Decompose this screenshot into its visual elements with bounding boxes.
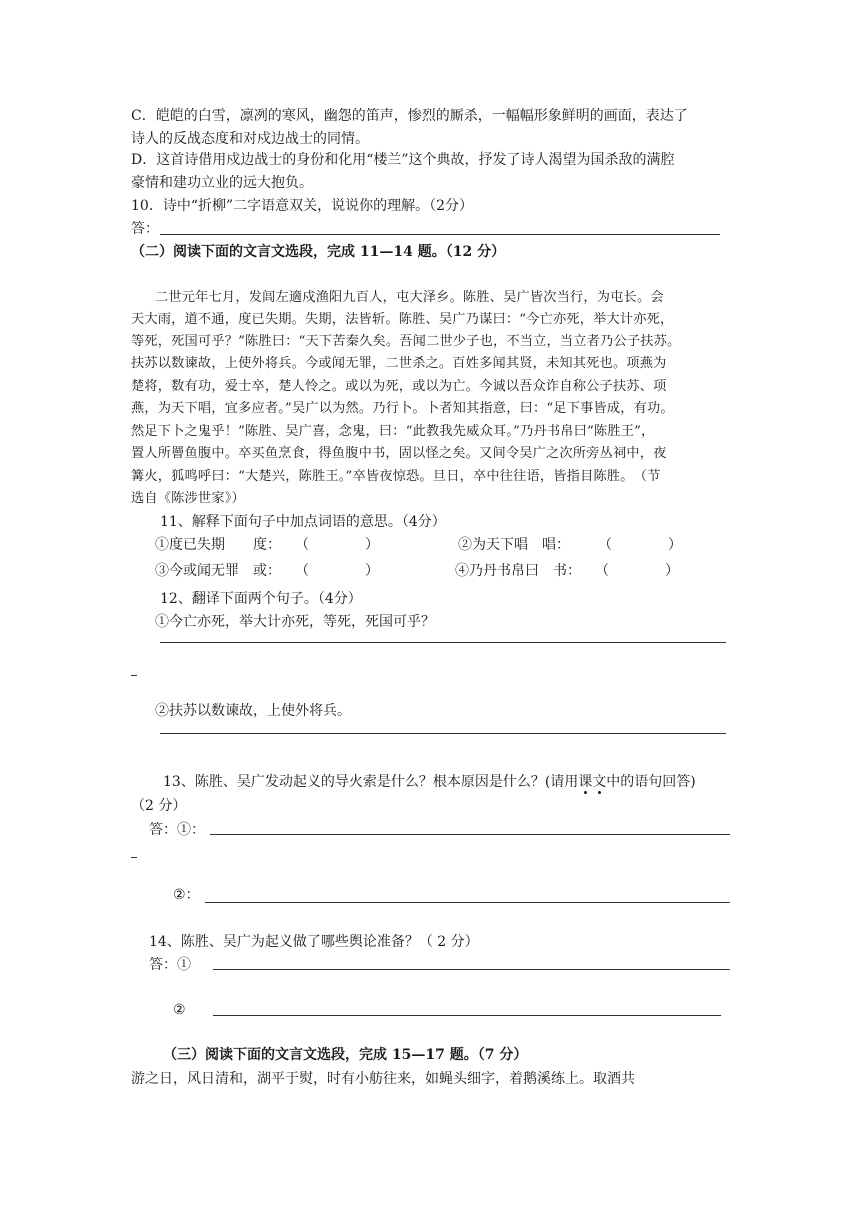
passage-line: 选自《陈涉世家》） — [131, 491, 245, 506]
q11-item-sentence: ③今或闻无罪 — [155, 563, 239, 579]
q10-answer-label: 答： — [131, 221, 159, 237]
q11-item-paren: （ ） — [598, 537, 682, 553]
q11-item-word: 度 — [253, 537, 267, 553]
option-c-line-1: C．皑皑的白雪，凛冽的寒风，幽怨的笛声，惨烈的厮杀，一幅幅形象鲜明的画面，表达了 — [131, 108, 688, 124]
section2-heading: （二）阅读下面的文言文选段，完成 11—14 题。（12 分） — [131, 244, 506, 260]
q13-answer-line-1 — [210, 834, 730, 835]
q12-question: 12、翻译下面两个句子。（4分） — [160, 591, 362, 607]
q11-item-sep: ： — [556, 537, 570, 553]
passage-line: 扶苏以数谏故，上使外将兵。今或闻无罪，二世杀之。百姓多闻其贤，未知其死也。项燕为 — [131, 356, 667, 371]
q11-item-word: 书 — [553, 563, 567, 579]
section3-heading: （三）阅读下面的文言文选段，完成 15—17 题。（7 分） — [163, 1047, 528, 1063]
section3-passage-start: 游之日，风日清和，湖平于熨，时有小舫往来，如蝇头细字，着鹅溪练上。取酒共 — [131, 1071, 635, 1087]
q13-answer-label-2: ②： — [173, 887, 200, 903]
q11-item-word: 唱 — [542, 537, 556, 553]
q14-answer-line-1 — [213, 969, 730, 970]
passage-line: 置人所罾鱼腹中。卒买鱼烹食，得鱼腹中书，固以怪之矣。又间令吴广之次所旁丛祠中，夜 — [131, 446, 667, 461]
q13-points: （2 分） — [131, 798, 187, 814]
q11-item-sentence: ①度已失期 — [155, 537, 225, 553]
q10-answer-line — [160, 234, 720, 235]
q11-item-sep: ： — [267, 563, 281, 579]
q13-question — [163, 773, 696, 791]
q13-dot-word-2: 文 — [592, 774, 607, 790]
q13-answer-line-2 — [205, 902, 730, 903]
passage-line: 然足下卜之鬼乎！”陈胜、吴广喜，念鬼，曰：“此教我先威众耳。”乃丹书帛曰“陈胜王”， — [131, 424, 655, 439]
q14-answer-line-2 — [213, 1015, 721, 1016]
q11-item-paren: （ ） — [595, 563, 679, 579]
q13-question-post: 中的语句回答) — [606, 774, 696, 790]
q12-sentence-1: ①今亡亦死，举大计亦死，等死，死国可乎？ — [155, 614, 435, 630]
q14-answer-label-1: 答：① — [149, 957, 191, 973]
margin-mark — [131, 857, 137, 858]
passage-line: 燕，为天下唱，宜多应者。”吴广以为然。乃行卜。卜者知其指意，曰：“足下事皆成，有功。 — [131, 401, 674, 416]
q13-question-pre: 13、陈胜、吴广发动起义的导火索是什么？根本原因是什么？(请用 — [163, 774, 579, 790]
q12-answer-line-2 — [160, 733, 726, 734]
q11-question: 11、解释下面句子中加点词语的意思。（4分） — [160, 514, 446, 530]
q11-item-word: 或 — [253, 563, 267, 579]
q11-item-sentence: ④乃丹书帛曰 — [455, 563, 539, 579]
q11-item-paren: （ ） — [295, 537, 379, 553]
passage-line: 篝火，狐鸣呼曰：“大楚兴，陈胜王。”卒皆夜惊恐。旦日，卒中往往语，皆指目陈胜。 （节 — [131, 469, 661, 484]
q11-item-paren: （ ） — [295, 563, 379, 579]
q14-question: 14、陈胜、吴广为起义做了哪些舆论准备？（ 2 分） — [149, 934, 479, 950]
q11-item-1 — [155, 536, 379, 554]
q14-answer-label-2: ② — [173, 1002, 186, 1018]
q13-dot-word-1: 课 — [578, 774, 593, 790]
q13-answer-label-1: 答：①： — [149, 822, 205, 838]
margin-mark — [131, 675, 137, 676]
q11-item-sep: ： — [267, 537, 281, 553]
q12-sentence-2: ②扶苏以数谏故，上使外将兵。 — [155, 703, 351, 719]
passage-line: 天大雨，道不通，度已失期。失期，法皆斩。陈胜、吴广乃谋曰：“今亡亦死，举大计亦死， — [131, 312, 674, 327]
option-d-line-2: 豪情和建功立业的远大抱负。 — [131, 175, 313, 191]
q11-item-sentence: ②为天下唱 — [458, 537, 528, 553]
q11-item-4 — [455, 562, 679, 580]
q11-item-sep: ： — [567, 563, 581, 579]
passage-line: 等死，死国可乎？”陈胜曰：“天下苦秦久矣。吾闻二世少子也，不当立，当立者乃公子扶苏。 — [131, 334, 681, 349]
passage-line: 二世元年七月，发闾左適戍渔阳九百人，屯大泽乡。陈胜、吴广皆次当行，为屯长。会 — [155, 290, 664, 305]
q10-question: 10．诗中“折柳”二字语意双关，说说你的理解。（2分） — [131, 198, 474, 214]
q11-item-2 — [458, 536, 682, 554]
q12-answer-line-1 — [160, 642, 726, 643]
option-c-line-2: 诗人的反战态度和对戍边战士的同情。 — [131, 131, 369, 147]
passage-line: 楚将，数有功，爱士卒，楚人怜之。或以为死，或以为亡。今诚以吾众诈自称公子扶苏、项 — [131, 379, 667, 394]
option-d-line-1: D．这首诗借用戍边战士的身份和化用“楼兰”这个典故，抒发了诗人渴望为国杀敌的满腔 — [131, 152, 675, 168]
q11-item-3 — [155, 562, 379, 580]
